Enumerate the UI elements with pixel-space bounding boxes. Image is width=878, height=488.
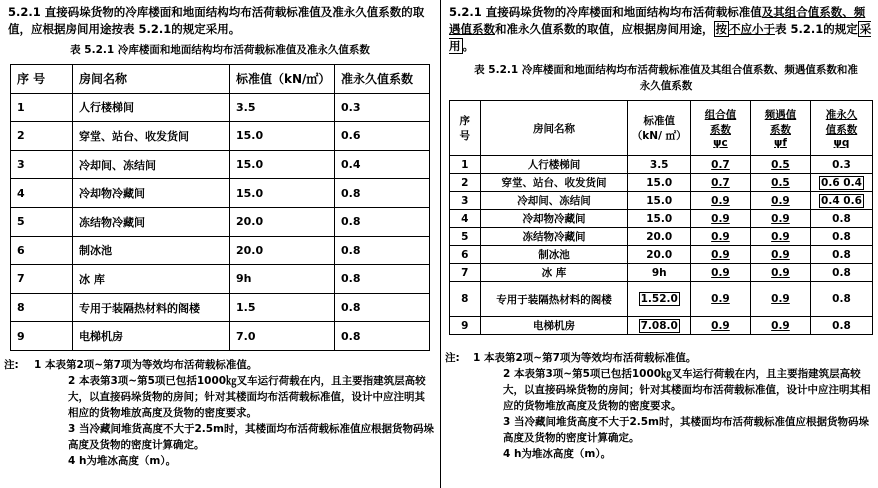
- cell-value: 0.9: [771, 230, 790, 243]
- cell-standard: 1.5: [230, 293, 335, 322]
- cell-room: [480, 246, 628, 264]
- cell-seq: 1: [11, 93, 73, 122]
- header-room: [480, 101, 628, 156]
- header-standard: [628, 101, 691, 156]
- cell-frequent: [750, 228, 810, 246]
- table-row: [450, 317, 873, 335]
- cell-standard: 20.0: [230, 207, 335, 236]
- cell-standard: [628, 192, 691, 210]
- right-notes: [445, 350, 875, 462]
- clause-segment: 按: [715, 22, 727, 36]
- cell-room: [480, 282, 628, 317]
- cell-value: 6: [461, 248, 469, 261]
- clause-segment: 采用: [449, 22, 872, 53]
- header-line: 标准值: [643, 115, 675, 127]
- cell-value: 0.8: [832, 266, 851, 279]
- table-row: [11, 179, 430, 208]
- cell-seq: [450, 282, 481, 317]
- table-header-row: [450, 101, 873, 156]
- header-quasi: [810, 101, 872, 156]
- note-3: 3 当冷藏间堆货高度不大于2.5m时，其楼面均布活荷载标准值应根据货物码垛高度及货物的密度计算确定。: [503, 416, 870, 444]
- cell-room: [480, 317, 628, 335]
- cell-quasi: [810, 210, 872, 228]
- header-quasi: 准永久值系数: [335, 65, 430, 94]
- notes-label: 注:: [445, 352, 460, 364]
- cell-quasi: 0.4: [335, 150, 430, 179]
- cell-combination: [690, 317, 750, 335]
- cell-frequent: [750, 317, 810, 335]
- table-row: [11, 293, 430, 322]
- cell-seq: 5: [11, 207, 73, 236]
- cell-seq: [450, 228, 481, 246]
- cell-value: 5: [461, 230, 469, 243]
- cell-quasi: [810, 282, 872, 317]
- cell-room: [480, 174, 628, 192]
- cell-value: 0.8: [832, 212, 851, 225]
- header-line: ψq: [833, 137, 850, 149]
- note-4: 4 h为堆冰高度（m）。: [68, 455, 177, 467]
- header-frequent: [750, 101, 810, 156]
- right-load-table: [449, 100, 873, 335]
- clause-segment: 及其组合值系数、频遇值系数: [449, 5, 866, 36]
- header-line: ψc: [713, 137, 728, 149]
- cell-standard: 7.0: [230, 322, 335, 351]
- cell-value: 7: [461, 266, 469, 279]
- cell-value: 穿堂、站台、收发货间: [501, 177, 607, 189]
- cell-value: 0.9: [711, 248, 730, 261]
- table-row: [450, 174, 873, 192]
- cell-value: 冷却间、冻结间: [517, 195, 591, 207]
- cell-seq: 7: [11, 265, 73, 294]
- right-table-caption: 表 5.2.1 冷库楼面和地面结构均布活荷载标准值及其组合值系数、频遇值系数和准永久值系数: [474, 64, 858, 92]
- cell-value: 20.0: [646, 230, 673, 243]
- cell-standard: 15.0: [230, 122, 335, 151]
- cell-room: 冰 库: [73, 265, 230, 294]
- clause-segment: 。: [462, 39, 474, 53]
- table-row: [450, 282, 873, 317]
- header-line: 序: [459, 115, 471, 127]
- cell-room: [480, 156, 628, 174]
- cell-quasi: 0.8: [335, 179, 430, 208]
- cell-quasi: 0.8: [335, 265, 430, 294]
- cell-value: 人行楼梯间: [527, 159, 581, 171]
- cell-value: 4: [461, 212, 469, 225]
- table-row: [450, 228, 873, 246]
- table-row: [11, 93, 430, 122]
- cell-quasi: 0.6: [335, 122, 430, 151]
- cell-standard: [628, 156, 691, 174]
- table-row: [11, 150, 430, 179]
- cell-standard: 9h: [230, 265, 335, 294]
- cell-combination: [690, 210, 750, 228]
- cell-value: 0.7: [711, 176, 730, 189]
- cell-value: 3: [461, 194, 469, 207]
- cell-value: 专用于装隔热材料的阁楼: [496, 293, 612, 306]
- cell-frequent: [750, 246, 810, 264]
- cell-frequent: [750, 210, 810, 228]
- cell-room: 冻结物冷藏间: [73, 207, 230, 236]
- cell-value: 8: [461, 293, 469, 305]
- note-2: 2 本表第3项~第5项已包括1000㎏叉车运行荷载在内，且主要指建筑层高较大，以直接码垛货物的房间；针对其楼面均布活荷载标准值，设计中应注明其相应的货物堆放高度及货物的密度要求。: [68, 375, 426, 419]
- header-seq: 序 号: [11, 65, 73, 94]
- table-row: [450, 264, 873, 282]
- cell-seq: 9: [11, 322, 73, 351]
- cell-quasi: 0.8: [335, 207, 430, 236]
- header-line: 组合值: [704, 109, 737, 121]
- header-line: 房间名称: [532, 122, 575, 135]
- cell-value: 1.52.0: [640, 293, 678, 305]
- cell-value: 0.9: [771, 319, 790, 332]
- cell-value: 15.0: [646, 176, 673, 189]
- cell-value: 0.9: [711, 319, 730, 332]
- table-row: [11, 207, 430, 236]
- cell-value: 0.9: [711, 212, 730, 225]
- note-1: 1 本表第2项~第7项为等效均布活荷载标准值。: [473, 352, 697, 364]
- cell-frequent: [750, 192, 810, 210]
- cell-value: 0.9: [771, 293, 790, 305]
- table-row: [11, 322, 430, 351]
- cell-value: 0.9: [771, 212, 790, 225]
- header-room: 房间名称: [73, 65, 230, 94]
- cell-quasi: 0.3: [335, 93, 430, 122]
- table-row: [450, 192, 873, 210]
- header-seq: [450, 101, 481, 156]
- note-2: 2 本表第3项~第5项已包括1000㎏叉车运行荷载在内，且主要指建筑层高较大，以直接码垛货物的房间；针对其楼面均布活荷载标准值，设计中应注明其相应的货物堆放高度及货物的密度要求。: [503, 368, 871, 412]
- cell-seq: [450, 264, 481, 282]
- cell-value: 0.8: [832, 293, 851, 305]
- cell-value: 0.3: [832, 158, 851, 171]
- cell-seq: 4: [11, 179, 73, 208]
- cell-value: 0.5: [771, 158, 790, 171]
- cell-room: 电梯机房: [73, 322, 230, 351]
- cell-seq: [450, 317, 481, 335]
- cell-standard: 15.0: [230, 150, 335, 179]
- left-load-table: [10, 64, 430, 351]
- cell-quasi: [810, 246, 872, 264]
- header-line: （kN/ ㎡）: [631, 130, 687, 142]
- clause-segment: 和准永久值系数的取值，应根据房间用途，: [495, 22, 714, 36]
- cell-frequent: [750, 174, 810, 192]
- cell-standard: [628, 264, 691, 282]
- cell-standard: [628, 210, 691, 228]
- table-header-row: [11, 65, 430, 94]
- clause-segment: 不应小于: [729, 22, 775, 36]
- cell-value: 0.6 0.4: [821, 176, 862, 189]
- cell-combination: [690, 192, 750, 210]
- cell-seq: [450, 174, 481, 192]
- cell-value: 3.5: [649, 158, 669, 171]
- cell-room: 人行楼梯间: [73, 93, 230, 122]
- notes-label: 注:: [4, 359, 19, 371]
- cell-value: 0.9: [711, 194, 730, 207]
- cell-combination: [690, 264, 750, 282]
- cell-standard: [628, 174, 691, 192]
- cell-combination: [690, 156, 750, 174]
- clause-segment: 5.2.1 直接码垛货物的冷库楼面和地面结构均布活荷载标准值: [449, 5, 762, 19]
- cell-value: 1: [461, 158, 469, 171]
- table-row: [11, 265, 430, 294]
- cell-quasi: [810, 192, 872, 210]
- header-line: 号: [459, 130, 471, 142]
- header-line: 频遇值: [764, 109, 797, 121]
- table-row: [11, 122, 430, 151]
- cell-frequent: [750, 282, 810, 317]
- cell-seq: 6: [11, 236, 73, 265]
- cell-seq: [450, 156, 481, 174]
- header-line: 系数: [709, 124, 731, 136]
- left-table-caption: 表 5.2.1 冷库楼面和地面结构均布活荷载标准值及准永久值系数: [70, 44, 370, 56]
- cell-value: 0.8: [832, 319, 851, 332]
- note-1: 1 本表第2项~第7项为等效均布活荷载标准值。: [34, 359, 258, 371]
- cell-seq: [450, 192, 481, 210]
- cell-value: 制冰池: [538, 249, 570, 261]
- cell-value: 15.0: [646, 212, 673, 225]
- cell-quasi: [810, 156, 872, 174]
- note-3: 3 当冷藏间堆货高度不大于2.5m时，其楼面均布活荷载标准值应根据货物码垛高度及货物的密度计算确定。: [68, 423, 435, 451]
- cell-combination: [690, 174, 750, 192]
- cell-quasi: [810, 317, 872, 335]
- cell-value: 0.9: [711, 293, 730, 305]
- cell-room: [480, 228, 628, 246]
- cell-value: 9: [461, 319, 469, 332]
- cell-standard: [628, 282, 691, 317]
- cell-value: 7.08.0: [640, 319, 678, 332]
- cell-value: 冷却物冷藏间: [522, 213, 586, 225]
- header-line: 值系数: [825, 124, 858, 136]
- header-combination: [690, 101, 750, 156]
- left-notes: [4, 357, 436, 469]
- cell-quasi: 0.8: [335, 236, 430, 265]
- cell-standard: 15.0: [230, 179, 335, 208]
- cell-seq: 3: [11, 150, 73, 179]
- header-standard: 标准值（kN/㎡）: [230, 65, 335, 94]
- cell-value: 0.8: [832, 230, 851, 243]
- cell-quasi: [810, 264, 872, 282]
- cell-value: 0.8: [832, 248, 851, 261]
- table-row: [450, 156, 873, 174]
- right-version-panel: [440, 0, 878, 488]
- cell-combination: [690, 282, 750, 317]
- cell-room: [480, 192, 628, 210]
- cell-value: 2: [461, 176, 469, 189]
- table-row: [450, 210, 873, 228]
- cell-room: 穿堂、站台、收发货间: [73, 122, 230, 151]
- header-line: 系数: [769, 124, 791, 136]
- cell-value: 0.5: [771, 176, 790, 189]
- cell-value: 0.4 0.6: [821, 194, 862, 207]
- cell-quasi: 0.8: [335, 322, 430, 351]
- cell-seq: [450, 210, 481, 228]
- header-line: 准永久: [825, 109, 858, 121]
- cell-combination: [690, 246, 750, 264]
- header-line: ψf: [774, 137, 787, 149]
- clause-segment: 表 5.2.1的规定: [775, 22, 858, 36]
- cell-standard: 20.0: [230, 236, 335, 265]
- cell-quasi: [810, 174, 872, 192]
- cell-value: 0.9: [771, 266, 790, 279]
- cell-room: 冷却间、冻结间: [73, 150, 230, 179]
- cell-room: [480, 210, 628, 228]
- cell-seq: 2: [11, 122, 73, 151]
- cell-seq: 8: [11, 293, 73, 322]
- cell-value: 20.0: [646, 248, 673, 261]
- cell-value: 0.9: [711, 230, 730, 243]
- cell-standard: [628, 317, 691, 335]
- cell-quasi: [810, 228, 872, 246]
- cell-seq: [450, 246, 481, 264]
- cell-value: 0.7: [711, 158, 730, 171]
- cell-value: 9h: [651, 266, 667, 279]
- cell-value: 0.9: [771, 194, 790, 207]
- cell-room: 制冰池: [73, 236, 230, 265]
- cell-value: 冻结物冷藏间: [522, 231, 586, 243]
- cell-frequent: [750, 156, 810, 174]
- right-clause-text: [449, 4, 875, 55]
- cell-combination: [690, 228, 750, 246]
- note-4: 4 h为堆冰高度（m）。: [503, 448, 612, 460]
- table-row: [11, 236, 430, 265]
- cell-standard: 3.5: [230, 93, 335, 122]
- cell-quasi: 0.8: [335, 293, 430, 322]
- cell-value: 0.9: [711, 266, 730, 279]
- cell-standard: [628, 228, 691, 246]
- table-row: [450, 246, 873, 264]
- cell-room: [480, 264, 628, 282]
- cell-value: 电梯机房: [532, 320, 575, 332]
- cell-value: 0.9: [771, 248, 790, 261]
- left-clause-text: 5.2.1 直接码垛货物的冷库楼面和地面结构均布活荷载标准值及准永久值系数的取值，应根据房间用途按表 5.2.1的规定采用。: [8, 5, 425, 36]
- cell-standard: [628, 246, 691, 264]
- cell-room: 专用于装隔热材料的阁楼: [73, 293, 230, 322]
- cell-frequent: [750, 264, 810, 282]
- cell-value: 冰 库: [541, 267, 567, 279]
- cell-room: 冷却物冷藏间: [73, 179, 230, 208]
- cell-value: 15.0: [646, 194, 673, 207]
